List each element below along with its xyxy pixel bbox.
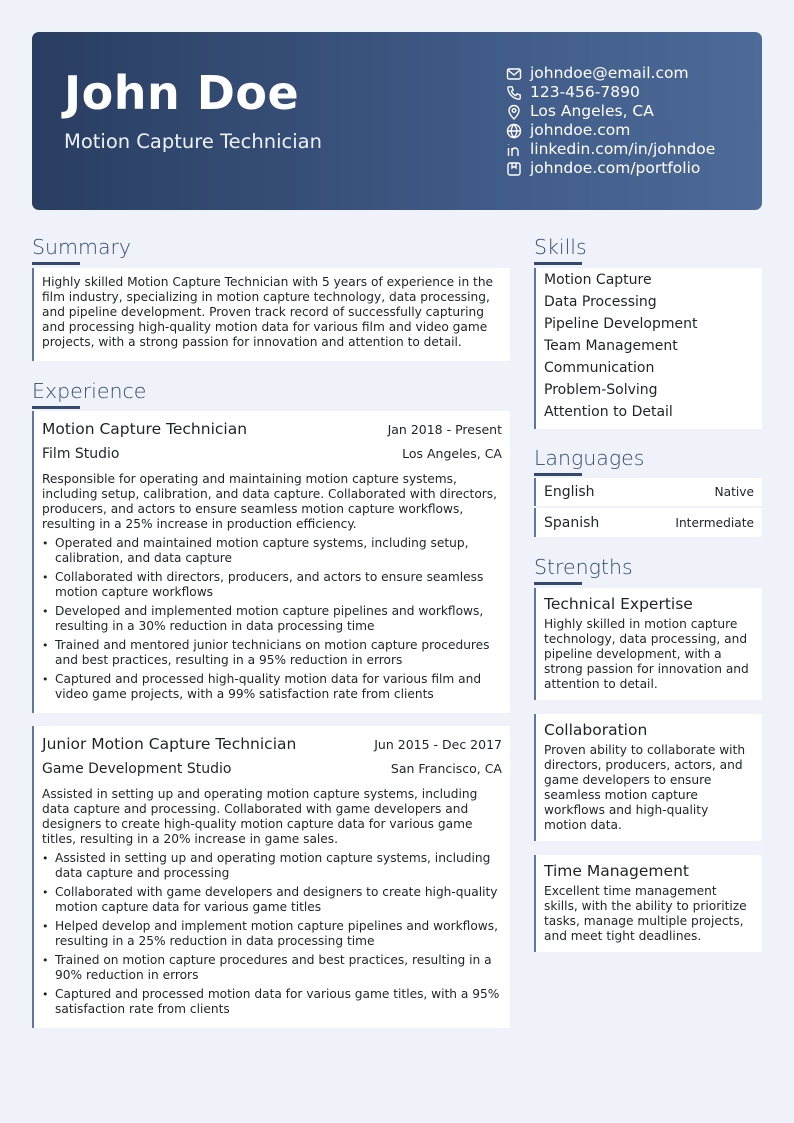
job-company: Game Development Studio bbox=[42, 761, 232, 777]
skill-item: Attention to Detail bbox=[544, 404, 673, 420]
contact-location bbox=[506, 102, 715, 121]
job-bullet: • Trained on motion capture procedures and best practices, resulting in a 90% reduction in errors bbox=[42, 953, 502, 983]
contact-phone-text: 123-456-7890 bbox=[530, 83, 640, 101]
job-bullet: • Developed and implemented motion capture pipelines and workflows, resulting in a 30% reduction in data processing time bbox=[42, 604, 502, 634]
contact-linkedin[interactable] bbox=[506, 140, 715, 159]
experience-heading: Experience bbox=[32, 379, 147, 403]
summary-text: Highly skilled Motion Capture Technician with 5 years of experience in the film industry, specializing in motion capture technology, data processing, and pipeline development. Proven track record of successfully capturing and processing high-quality motion data for various film and video game projects, with a strong passion for innovation and attention to detail. bbox=[42, 275, 494, 349]
job-card bbox=[32, 411, 510, 713]
location-icon bbox=[506, 104, 522, 120]
candidate-title: Motion Capture Technician bbox=[64, 130, 322, 153]
contact-list bbox=[506, 64, 715, 178]
resume-header bbox=[32, 32, 762, 210]
job-bullet: • Captured and processed high-quality motion data for various film and video game projects, with a 99% satisfaction rate from clients bbox=[42, 672, 502, 702]
language-row bbox=[534, 478, 762, 506]
strength-title: Technical Expertise bbox=[544, 595, 693, 613]
job-title: Junior Motion Capture Technician bbox=[42, 735, 297, 753]
globe-icon bbox=[506, 123, 522, 139]
contact-linkedin-text: linkedin.com/in/johndoe bbox=[530, 140, 716, 158]
strengths-heading: Strengths bbox=[534, 555, 633, 579]
job-description: Responsible for operating and maintaining motion capture systems, including setup, calibration, and data capture. Collaborated with directors, producers, and actors to ensure seamless motion capture workflows, resulting in a 25% increase in production efficiency. bbox=[42, 472, 498, 531]
candidate-name: John Doe bbox=[64, 66, 300, 120]
job-card bbox=[32, 726, 510, 1028]
job-description: Assisted in setting up and operating motion capture systems, including data capture and processing. Collaborated with game developers and designers to create high-quality motion capture data for various game titles, resulting in a 20% increase in game sales. bbox=[42, 787, 478, 846]
linkedin-icon bbox=[506, 142, 522, 158]
portfolio-icon bbox=[506, 161, 522, 177]
language-row bbox=[534, 508, 762, 537]
language-level: Native bbox=[714, 485, 754, 499]
job-bullet: • Trained and mentored junior technicians on motion capture procedures and best practices, resulting in a 95% reduction in errors bbox=[42, 638, 502, 668]
job-bullet: • Helped develop and implement motion capture pipelines and workflows, resulting in a 25% reduction in data processing time bbox=[42, 919, 502, 949]
contact-portfolio-text: johndoe.com/portfolio bbox=[530, 159, 701, 177]
job-company: Film Studio bbox=[42, 446, 120, 462]
skills-heading: Skills bbox=[534, 235, 587, 259]
language-name: Spanish bbox=[544, 514, 600, 531]
strength-text: Highly skilled in motion capture technology, data processing, and pipeline development, with a strong passion for innovation and attention to detail. bbox=[544, 617, 749, 691]
contact-website-text: johndoe.com bbox=[530, 121, 631, 139]
job-bullet: • Collaborated with directors, producers, and actors to ensure seamless motion capture workflows bbox=[42, 570, 502, 600]
contact-location-text: Los Angeles, CA bbox=[530, 102, 654, 120]
language-name: English bbox=[544, 484, 595, 500]
skill-item: Data Processing bbox=[544, 294, 657, 310]
job-title: Motion Capture Technician bbox=[42, 420, 248, 438]
job-bullet: • Operated and maintained motion capture systems, including setup, calibration, and data capture bbox=[42, 536, 502, 566]
skills-card bbox=[534, 268, 762, 429]
summary-heading: Summary bbox=[32, 235, 132, 259]
email-icon bbox=[506, 66, 522, 82]
contact-email-text: johndoe@email.com bbox=[530, 64, 689, 82]
job-bullets bbox=[42, 536, 502, 702]
phone-icon bbox=[506, 85, 522, 101]
strength-card bbox=[534, 714, 762, 841]
job-location: Los Angeles, CA bbox=[402, 446, 502, 461]
skill-item: Team Management bbox=[544, 338, 678, 354]
job-bullet: • Assisted in setting up and operating motion capture systems, including data capture and processing bbox=[42, 851, 502, 881]
contact-website[interactable] bbox=[506, 121, 715, 140]
skill-item: Motion Capture bbox=[544, 272, 652, 288]
job-bullet: • Collaborated with game developers and designers to create high-quality motion capture data for various game titles bbox=[42, 885, 502, 915]
job-dates: Jun 2015 - Dec 2017 bbox=[374, 737, 502, 752]
skill-item: Communication bbox=[544, 360, 655, 376]
job-location: San Francisco, CA bbox=[390, 761, 502, 776]
languages-heading: Languages bbox=[534, 446, 645, 470]
job-dates: Jan 2018 - Present bbox=[387, 422, 502, 437]
contact-portfolio[interactable] bbox=[506, 159, 715, 178]
skill-item: Pipeline Development bbox=[544, 316, 698, 332]
job-bullets bbox=[42, 851, 502, 1017]
skill-item: Problem-Solving bbox=[544, 382, 658, 398]
strength-title: Time Management bbox=[544, 862, 689, 880]
job-bullet: • Captured and processed motion data for various game titles, with a 95% satisfaction rate from clients bbox=[42, 987, 502, 1017]
contact-phone[interactable] bbox=[506, 83, 715, 102]
strength-title: Collaboration bbox=[544, 721, 648, 739]
strength-text: Proven ability to collaborate with directors, producers, actors, and game developers to ensure seamless motion capture workflows and high-quality motion data. bbox=[544, 743, 746, 832]
strength-card bbox=[534, 855, 762, 952]
summary-card bbox=[32, 268, 510, 361]
language-level: Intermediate bbox=[675, 515, 754, 530]
contact-email[interactable] bbox=[506, 64, 715, 83]
strength-card bbox=[534, 588, 762, 700]
strength-text: Excellent time management skills, with the ability to prioritize tasks, manage multiple projects, and meet tight deadlines. bbox=[544, 884, 747, 943]
